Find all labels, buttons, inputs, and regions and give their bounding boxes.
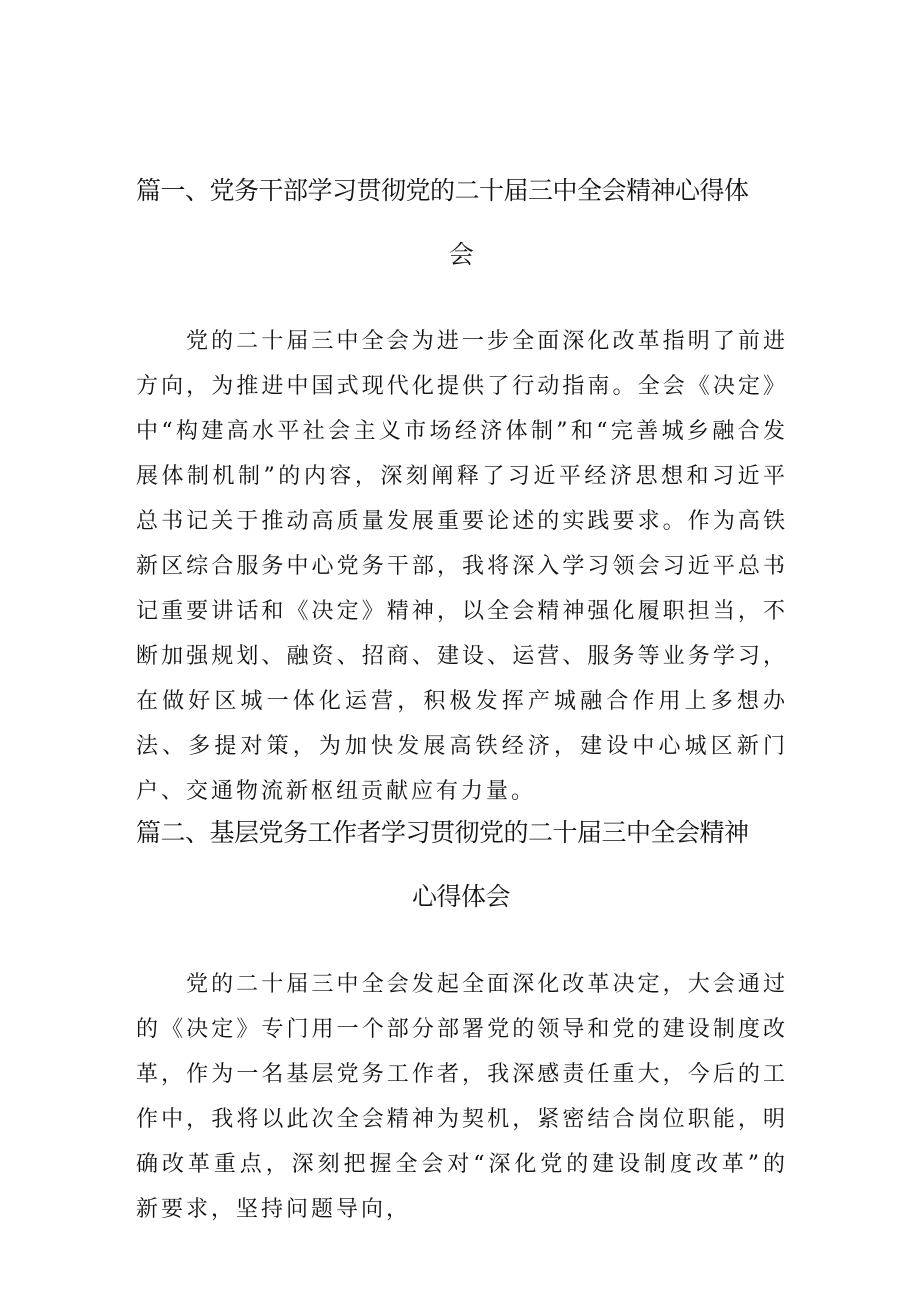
section-1-title-line1: 篇一、党务干部学习贯彻党的二十届三中全会精神心得体 bbox=[136, 176, 749, 205]
section-1-title bbox=[136, 178, 786, 267]
section-2-title-line1: 篇二、基层党务工作者学习贯彻党的二十届三中全会精神 bbox=[136, 818, 749, 847]
section-2-body: 党的二十届三中全会发起全面深化改革决定，大会通过的《决定》专门用一个部分部署党的领导和党的建设制度改革，作为一名基层党务工作者，我深感责任重大，今后的工作中，我将以此次全会精神为契机，紧密结合岗位职能，明确改革重点，深刻把握全会对“深化党的建设制度改革”的新要求，坚持问题导向， bbox=[136, 972, 788, 1222]
section-2-title bbox=[136, 820, 786, 909]
section-1-title-line2: 会 bbox=[448, 240, 474, 269]
section-1-body: 党的二十届三中全会为进一步全面深化改革指明了前进方向，为推进中国式现代化提供了行动指南。全会《决定》中“构建高水平社会主义市场经济体制”和“完善城乡融合发展体制机制”的内容，深刻阐释了习近平经济思想和习近平总书记关于推动高质量发展重要论述的实践要求。作为高铁新区综合服务中心党务干部，我将深入学习领会习近平总书记重要讲话和《决定》精神，以全会精神强化履职担当，不断加强规划、融资、招商、建设、运营、服务等业务学习，在做好区城一体化运营，积极发挥产城融合作用上多想办法、多提对策，为加快发展高铁经济，建设中心城区新门户、交通物流新枢纽贡献应有力量。 bbox=[136, 329, 788, 804]
section-2-title-line2: 心得体会 bbox=[411, 882, 510, 911]
